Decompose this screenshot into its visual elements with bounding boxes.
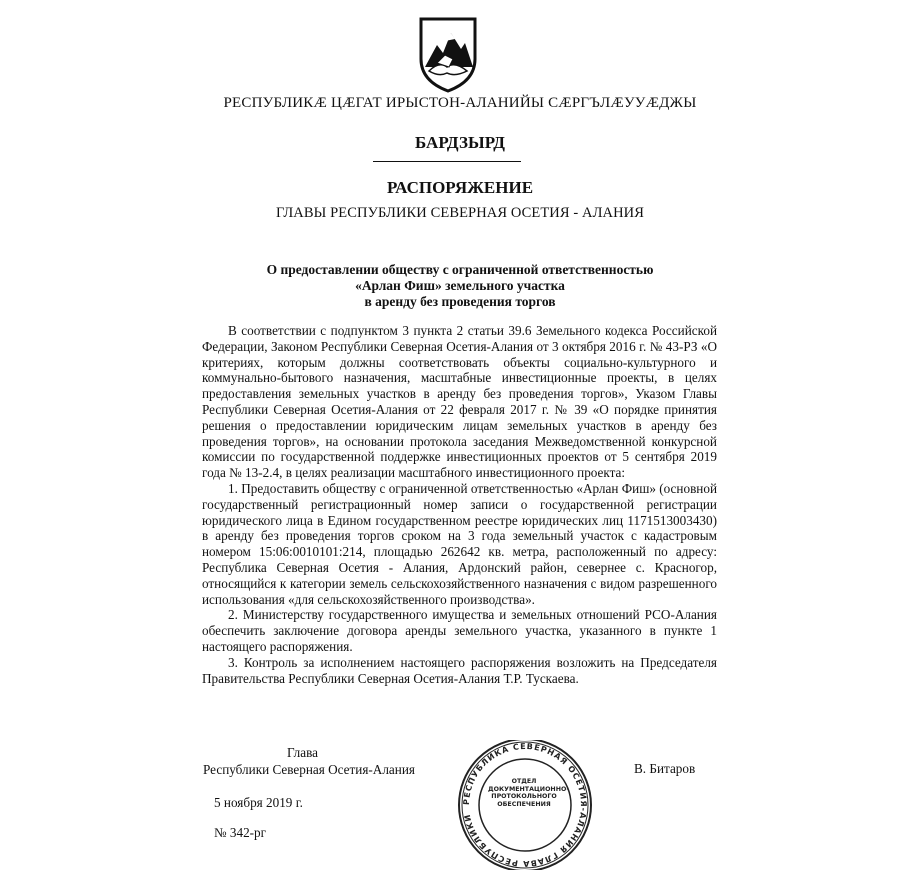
stamp-center-text: ОТДЕЛ ДОКУМЕНТАЦИОННО- ПРОТОКОЛЬНОГО ОБЕСПЕЧЕНИЯ (488, 778, 569, 808)
document-number: № 342-рг (214, 825, 267, 840)
subject-line: О предоставлении обществу с ограниченной ответственностью (266, 262, 654, 277)
item-3-paragraph: 3. Контроль за исполнением настоящего распоряжения возложить на Председателя Правительства Республики Северная Осетия-Алания Т.Р. Тускаева. (202, 654, 717, 686)
document-date: 5 ноября 2019 г. (214, 795, 303, 810)
doc-type-ossetian: БАРДЗЫРД (415, 133, 505, 152)
doc-type-russian: РАСПОРЯЖЕНИЕ (386, 178, 534, 197)
republic-name-ossetian: РЕСПУБЛИКӔ ЦӔГАТ ИРЫСТОН-АЛАНИЙЫ СӔРГЪЛӔУУӔДЖЫ (223, 95, 697, 111)
item-1-paragraph: 1. Предоставить обществу с ограниченной ответственностью «Арлан Фиш» (основной государственный регистрационный номер записи о государственной регистрации юридического лица в Едином государственном реестре юридических лиц 1171513003430) в аренду без проведения торгов сроком на 3 года земельный участок с кадастровым номером 15:06:0010101:214, площадью 262642 кв. метра, расположенный по адресу: Республика Северная Осетия - Алания, Ардонский район, севернее с. Красногор, относящийся к категории земель сельскохозяйственного назначения с видом разрешенного использования «для сельскохозяйственного производства». (202, 480, 717, 607)
document-subject (180, 262, 740, 310)
document-body (202, 323, 717, 686)
coat-of-arms-icon (415, 15, 481, 93)
subject-line: в аренду без проведения торгов (364, 294, 556, 309)
signatory-title (203, 744, 423, 778)
issuer-title: ГЛАВЫ РЕСПУБЛИКИ СЕВЕРНАЯ ОСЕТИЯ - АЛАНИЯ (275, 205, 644, 221)
signatory-title-line: Глава (287, 745, 318, 760)
divider (373, 161, 521, 162)
stamp-ring-text: РЕСПУБЛИКА СЕВЕРНАЯ ОСЕТИЯ-АЛАНИЯ ГЛАВА РЕСПУБЛИКИ (461, 741, 589, 869)
subject-line: «Арлан Фиш» земельного участка (355, 278, 565, 293)
item-2-paragraph: 2. Министерству государственного имущества и земельных отношений РСО-Алания обеспечить заключение договора аренды земельного участка, указанного в пункте 1 настоящего распоряжения. (202, 607, 717, 654)
signatory-name: В. Битаров (634, 761, 696, 776)
signatory-title-line: Республики Северная Осетия-Алания (203, 762, 415, 777)
preamble-paragraph: В соответствии с подпунктом 3 пункта 2 статьи 39.6 Земельного кодекса Российской Федерации, Законом Республики Северная Осетия-Алания от 3 октября 2016 г. № 43-РЗ «О критериях, которым должны соответствовать объекты социально-культурного и коммунально-бытового назначения, масштабные инвестиционные проекты, в целях предоставления земельных участков в аренду без проведения торгов», Указом Главы Республики Северная Осетия-Алания от 22 февраля 2017 г. № 39 «О порядке принятия решения о предоставлении юридическим лицам земельных участков в аренду без проведения торгов», на основании протокола заседания Межведомственной конкурсной комиссии по государственной поддержке инвестиционных проектов от 5 сентября 2019 года № 13-2.4, в целях реализации масштабного инвестиционного проекта: (202, 323, 717, 481)
